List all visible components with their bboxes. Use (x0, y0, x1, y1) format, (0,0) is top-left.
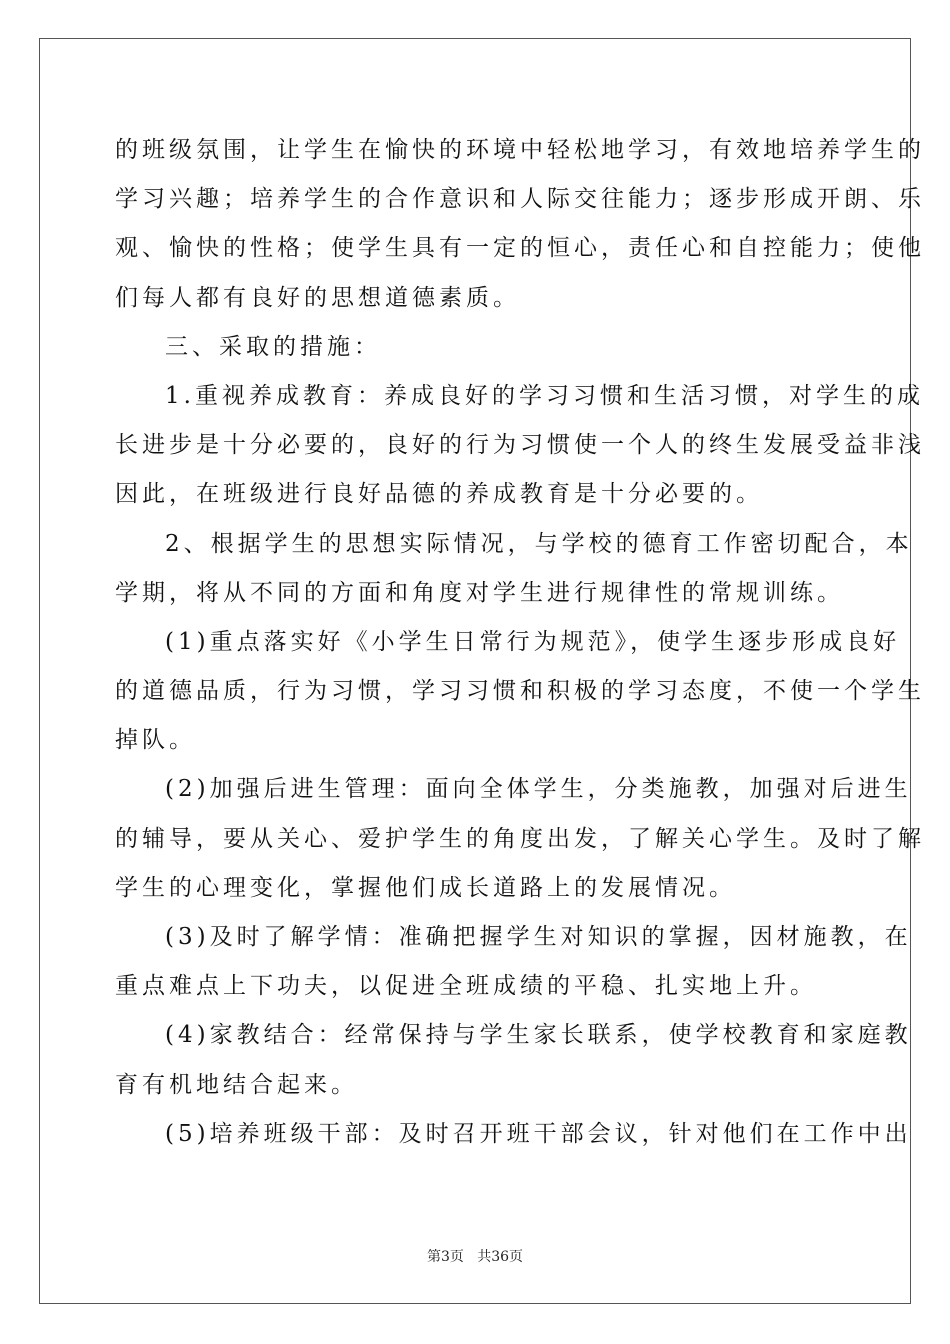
text-line: 学生的心理变化，掌握他们成长道路上的发展情况。 (115, 874, 736, 901)
text-line: 们每人都有良好的思想道德素质。 (115, 284, 520, 311)
text-line: 三、采取的措施： (165, 333, 381, 360)
text-line: 观、愉快的性格；使学生具有一定的恒心，责任心和自控能力；使他 (115, 235, 925, 262)
text-line: (2)加强后进生管理：面向全体学生，分类施教，加强对后进生 (165, 776, 912, 803)
text-line: 因此，在班级进行良好品德的养成教育是十分必要的。 (115, 481, 763, 508)
text-line: 的班级氛围，让学生在愉快的环境中轻松地学习，有效地培养学生的 (115, 137, 925, 163)
text-line: 的道德品质，行为习惯，学习习惯和积极的学习态度，不使一个学生 (115, 678, 925, 705)
document-body (115, 126, 925, 1159)
text-line: (4)家教结合：经常保持与学生家长联系，使学校教育和家庭教 (165, 1022, 912, 1049)
text-line: 学期，将从不同的方面和角度对学生进行规律性的常规训练。 (115, 579, 844, 606)
text-line: 的辅导，要从关心、爱护学生的角度出发，了解关心学生。及时了解 (115, 825, 925, 852)
text-line: (1)重点落实好《小学生日常行为规范》，使学生逐步形成良好 (165, 628, 901, 655)
text-line: 2、根据学生的思想实际情况，与学校的德育工作密切配合，本 (165, 530, 913, 557)
text-line: (5)培养班级干部：及时召开班干部会议，针对他们在工作中出 (165, 1120, 912, 1147)
text-line: 长进步是十分必要的，良好的行为习惯使一个人的终生发展受益非浅 (115, 432, 925, 459)
text-line: (3)及时了解学情：准确把握学生对知识的掌握，因材施教，在 (165, 924, 912, 950)
text-line: 重点难点上下功夫，以促进全班成绩的平稳、扎实地上升。 (115, 973, 817, 1000)
text-line: 育有机地结合起来。 (115, 1071, 358, 1098)
page-footer: 第3页 共36页 (426, 1249, 524, 1265)
text-line: 学习兴趣；培养学生的合作意识和人际交往能力；逐步形成开朗、乐 (115, 186, 925, 213)
text-line: 掉队。 (115, 727, 196, 754)
text-line: 1.重视养成教育：养成良好的学习习惯和生活习惯，对学生的成 (165, 382, 924, 409)
